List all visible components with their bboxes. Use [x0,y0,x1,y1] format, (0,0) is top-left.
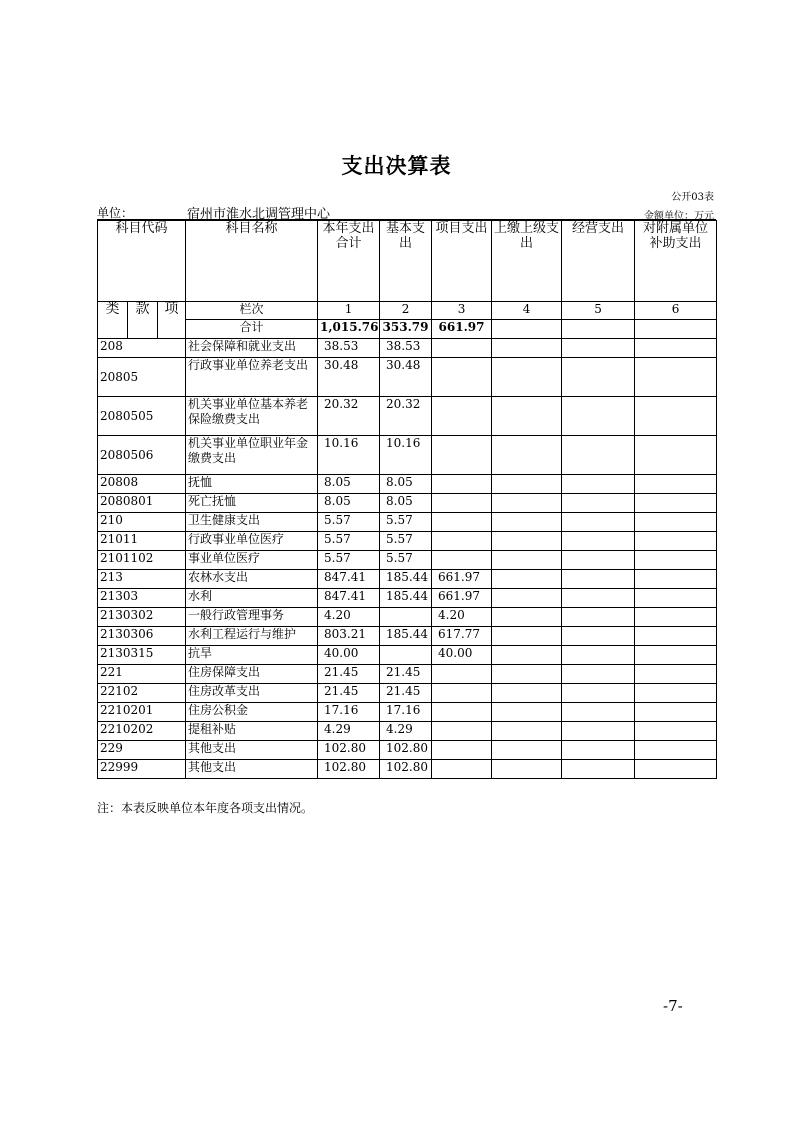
row-total: 38.53 [318,339,380,358]
row-name: 农林水支出 [186,570,318,589]
row-business [562,741,635,760]
total-label: 合计 [186,320,318,339]
row-upper [492,551,562,570]
row-total: 21.45 [318,665,380,684]
row-project [432,684,492,703]
row-total: 20.32 [318,397,380,436]
total-basic: 353.79 [380,320,432,339]
header-lei: 类 [98,302,128,339]
table-row [98,627,717,646]
row-total: 21.45 [318,684,380,703]
row-total: 5.57 [318,551,380,570]
row-total: 8.05 [318,494,380,513]
row-basic [380,646,432,665]
row-project [432,339,492,358]
row-code: 22102 [98,684,186,703]
row-total: 5.57 [318,513,380,532]
row-name: 住房改革支出 [186,684,318,703]
unit-label: 单位： [97,206,134,220]
row-name: 其他支出 [186,741,318,760]
table-row [98,741,717,760]
row-subsidiary [635,760,717,779]
header-project: 项目支出 [432,221,492,302]
row-business [562,665,635,684]
row-subsidiary [635,608,717,627]
row-business [562,589,635,608]
row-upper [492,358,562,397]
row-code: 2130315 [98,646,186,665]
row-subsidiary [635,397,717,436]
total-business [562,320,635,339]
row-code: 21011 [98,532,186,551]
row-upper [492,513,562,532]
header-subsidiary: 对附属单位补助支出 [635,221,717,302]
row-business [562,760,635,779]
row-code: 221 [98,665,186,684]
header-name: 科目名称 [186,221,318,302]
row-basic: 17.16 [380,703,432,722]
row-upper [492,703,562,722]
row-subsidiary [635,684,717,703]
row-project [432,703,492,722]
row-basic: 10.16 [380,436,432,475]
row-code: 2101102 [98,551,186,570]
row-subsidiary [635,513,717,532]
row-name: 行政事业单位医疗 [186,532,318,551]
row-subsidiary [635,646,717,665]
row-upper [492,722,562,741]
col-number-3: 3 [432,302,492,320]
row-basic: 5.57 [380,551,432,570]
row-name: 卫生健康支出 [186,513,318,532]
row-subsidiary [635,703,717,722]
row-subsidiary [635,358,717,397]
row-basic: 185.44 [380,570,432,589]
header-kuan: 款 [128,302,158,339]
row-project [432,513,492,532]
row-code: 208 [98,339,186,358]
row-business [562,513,635,532]
row-business [562,397,635,436]
row-upper [492,684,562,703]
row-total: 847.41 [318,589,380,608]
row-project [432,741,492,760]
row-total: 5.57 [318,532,380,551]
total-upper [492,320,562,339]
row-name: 社会保障和就业支出 [186,339,318,358]
row-code: 21303 [98,589,186,608]
row-upper [492,436,562,475]
row-basic: 8.05 [380,475,432,494]
row-business [562,339,635,358]
row-upper [492,494,562,513]
row-name: 机关事业单位基本养老保险缴费支出 [186,397,318,436]
row-upper [492,665,562,684]
lanci-label: 栏次 [186,302,318,320]
row-code: 2130302 [98,608,186,627]
row-name: 水利工程运行与维护 [186,627,318,646]
total-project: 661.97 [432,320,492,339]
row-project: 40.00 [432,646,492,665]
row-subsidiary [635,665,717,684]
row-subsidiary [635,722,717,741]
row-code: 20808 [98,475,186,494]
row-total: 102.80 [318,741,380,760]
table-row [98,513,717,532]
row-business [562,722,635,741]
row-basic: 5.57 [380,513,432,532]
row-project [432,722,492,741]
row-business [562,684,635,703]
table-row [98,397,717,436]
total-amount: 1,015.76 [318,320,380,339]
row-code: 229 [98,741,186,760]
row-business [562,608,635,627]
row-code: 2080801 [98,494,186,513]
row-subsidiary [635,589,717,608]
row-upper [492,570,562,589]
row-upper [492,532,562,551]
row-basic: 8.05 [380,494,432,513]
row-basic: 4.29 [380,722,432,741]
page-title: 支出决算表 [341,154,452,178]
row-total: 803.21 [318,627,380,646]
page-number: -7- [663,997,683,1015]
row-project [432,551,492,570]
row-code: 213 [98,570,186,589]
row-project [432,436,492,475]
header-upper: 上缴上级支出 [492,221,562,302]
row-upper [492,397,562,436]
row-basic: 102.80 [380,741,432,760]
row-upper [492,589,562,608]
row-basic: 21.45 [380,665,432,684]
row-project: 661.97 [432,570,492,589]
row-name: 行政事业单位养老支出 [186,358,318,397]
row-project [432,760,492,779]
row-basic: 20.32 [380,397,432,436]
expenditure-table [97,220,717,779]
row-total: 4.29 [318,722,380,741]
row-upper [492,627,562,646]
col-number-1: 1 [318,302,380,320]
row-basic: 5.57 [380,532,432,551]
row-name: 其他支出 [186,760,318,779]
header-xiang: 项 [158,302,186,339]
row-code: 210 [98,513,186,532]
table-row [98,339,717,358]
table-row [98,760,717,779]
row-project [432,475,492,494]
row-subsidiary [635,436,717,475]
row-subsidiary [635,741,717,760]
row-name: 抚恤 [186,475,318,494]
col-number-5: 5 [562,302,635,320]
table-row [98,703,717,722]
table-row [98,475,717,494]
row-business [562,358,635,397]
row-project: 617.77 [432,627,492,646]
total-row [98,320,717,339]
header-code: 科目代码 [98,221,186,302]
row-project [432,532,492,551]
row-business [562,627,635,646]
row-project [432,665,492,684]
row-name: 事业单位医疗 [186,551,318,570]
row-upper [492,475,562,494]
row-subsidiary [635,551,717,570]
row-subsidiary [635,570,717,589]
unit-name: 宿州市淮水北调管理中心 [187,207,331,222]
table-note: 注：本表反映单位本年度各项支出情况。 [97,801,314,815]
row-business [562,532,635,551]
amount-unit: 金额单位：万元 [644,211,714,222]
table-row [98,665,717,684]
row-project: 661.97 [432,589,492,608]
row-code: 2210201 [98,703,186,722]
row-business [562,436,635,475]
form-number: 公开03表 [671,192,714,203]
row-basic: 21.45 [380,684,432,703]
table-row [98,646,717,665]
row-project: 4.20 [432,608,492,627]
row-business [562,703,635,722]
total-subsidiary [635,320,717,339]
row-project [432,494,492,513]
header-total: 本年支出合计 [318,221,380,302]
row-project [432,358,492,397]
header-business: 经营支出 [562,221,635,302]
col-number-4: 4 [492,302,562,320]
row-business [562,494,635,513]
row-total: 17.16 [318,703,380,722]
row-total: 8.05 [318,475,380,494]
table-row [98,589,717,608]
row-subsidiary [635,494,717,513]
row-subsidiary [635,475,717,494]
row-subsidiary [635,339,717,358]
row-business [562,551,635,570]
table-row [98,494,717,513]
row-business [562,646,635,665]
row-code: 2130306 [98,627,186,646]
row-code: 20805 [98,358,186,397]
row-total: 10.16 [318,436,380,475]
column-number-row [98,302,717,320]
table-row [98,684,717,703]
row-name: 死亡抚恤 [186,494,318,513]
row-basic: 185.44 [380,589,432,608]
row-subsidiary [635,627,717,646]
row-business [562,475,635,494]
row-subsidiary [635,532,717,551]
table-row [98,436,717,475]
row-name: 机关事业单位职业年金缴费支出 [186,436,318,475]
table-row [98,722,717,741]
row-business [562,570,635,589]
row-basic: 185.44 [380,627,432,646]
row-total: 40.00 [318,646,380,665]
row-basic: 38.53 [380,339,432,358]
row-basic: 102.80 [380,760,432,779]
table-row [98,551,717,570]
header-basic: 基本支出 [380,221,432,302]
row-name: 住房公积金 [186,703,318,722]
row-name: 住房保障支出 [186,665,318,684]
table-row [98,532,717,551]
table-row [98,570,717,589]
row-code: 2080506 [98,436,186,475]
table-row [98,358,717,397]
table-row [98,608,717,627]
row-upper [492,339,562,358]
row-code: 2210202 [98,722,186,741]
row-code: 2080505 [98,397,186,436]
row-total: 4.20 [318,608,380,627]
row-name: 一般行政管理事务 [186,608,318,627]
col-number-6: 6 [635,302,717,320]
row-basic [380,608,432,627]
col-number-2: 2 [380,302,432,320]
row-code: 22999 [98,760,186,779]
row-name: 提租补贴 [186,722,318,741]
row-upper [492,760,562,779]
row-upper [492,741,562,760]
row-upper [492,608,562,627]
header-row [98,221,717,302]
row-name: 抗旱 [186,646,318,665]
row-name: 水利 [186,589,318,608]
row-total: 847.41 [318,570,380,589]
row-total: 102.80 [318,760,380,779]
row-upper [492,646,562,665]
row-basic: 30.48 [380,358,432,397]
row-project [432,397,492,436]
row-total: 30.48 [318,358,380,397]
